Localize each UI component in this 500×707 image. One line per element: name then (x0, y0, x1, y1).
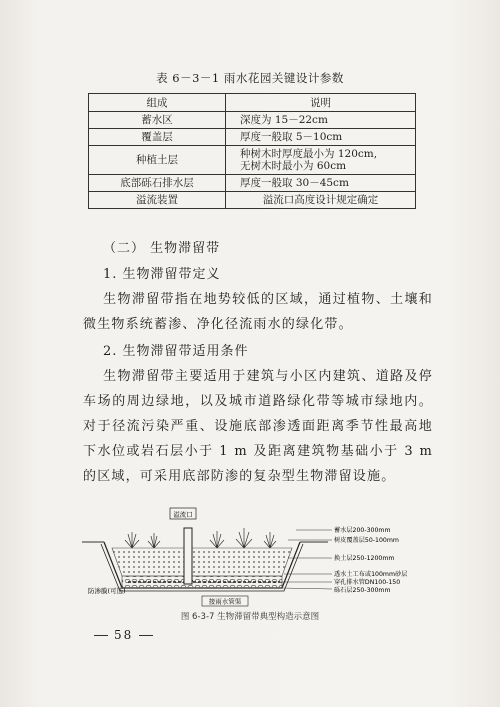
row-description: 溢流口高度设计规定确定 (226, 192, 416, 209)
row-description: 厚度一般取 30－45cm (226, 175, 416, 192)
label-mulch: 树皮覆盖层50-100mm (334, 537, 399, 544)
table-row (89, 192, 416, 209)
label-overflow: 溢流口 (173, 510, 193, 519)
row-description-line: 种树木时厚度最小为 120cm, (240, 148, 378, 160)
plants (125, 528, 276, 548)
soil-layer (112, 548, 292, 576)
page-number-dash-left (94, 635, 108, 636)
subheading-definition: 1. 生物滞留带定义 (103, 267, 221, 282)
label-storage: 蓄水层200-300mm (334, 527, 391, 534)
bioretention-cross-section-diagram (82, 500, 442, 610)
row-description (226, 146, 416, 175)
label-geotextile: 透水土工布或100mm砂层 (334, 571, 408, 578)
table-row (89, 146, 416, 175)
table-title: 表 6－3－1 雨水花园关键设计参数 (156, 71, 344, 85)
paragraph-definition-text: 生物滞留带指在地势较低的区域，通过植物、土壤和微生物系统蓄渗、净化径流雨水的绿化带。 (83, 292, 433, 332)
page-number-value: 58 (114, 628, 134, 642)
section-heading: （二） 生物滞留带 (103, 241, 221, 256)
row-component: 底部砾石排水层 (89, 175, 226, 192)
table-row (89, 175, 416, 192)
paragraph-definition (83, 287, 433, 337)
row-description-line: 无树木时最小为 60cm (240, 160, 347, 172)
row-description: 厚度一般取 5－10cm (226, 129, 416, 146)
table-header-row (89, 94, 416, 112)
label-perforated: 穿孔排水管DN100-150 (334, 579, 401, 586)
paragraph-conditions (83, 364, 433, 489)
design-parameters-table (88, 93, 416, 209)
figure-caption: 图 6-3-7 生物滞留带典型构造示意图 (180, 612, 320, 622)
row-description: 深度为 15－22cm (226, 112, 416, 129)
page-number-dash-right (139, 635, 153, 636)
overflow-riser (184, 528, 192, 584)
row-component: 覆盖层 (89, 129, 226, 146)
label-gravel: 砾石层250-300mm (334, 587, 391, 594)
label-soil: 换土层250-1200mm (334, 555, 395, 562)
label-drain-pipe: 接雨水管渠 (208, 597, 242, 606)
row-component: 蓄水区 (89, 112, 226, 129)
row-component: 种植土层 (89, 146, 226, 175)
subheading-conditions: 2. 生物滞留带适用条件 (103, 344, 249, 359)
table-row (89, 129, 416, 146)
row-component: 溢流装置 (89, 192, 226, 209)
label-liner: 防渗膜(可选) (88, 587, 126, 595)
header-component: 组成 (89, 94, 226, 112)
paragraph-conditions-text: 生物滞留带主要适用于建筑与小区内建筑、道路及停车场的周边绿地，以及城市道路绿化带等城市绿地内。对于径流污染严重、设施底部渗透面距离季节性最高地下水位或岩石层小于 1 m 及距离建筑物基础小于 3 m 的区域，可采用底部防渗的复杂型生物滞留设施。 (83, 369, 433, 484)
header-description: 说明 (226, 94, 416, 112)
table-row (89, 112, 416, 129)
page-number (88, 628, 159, 642)
